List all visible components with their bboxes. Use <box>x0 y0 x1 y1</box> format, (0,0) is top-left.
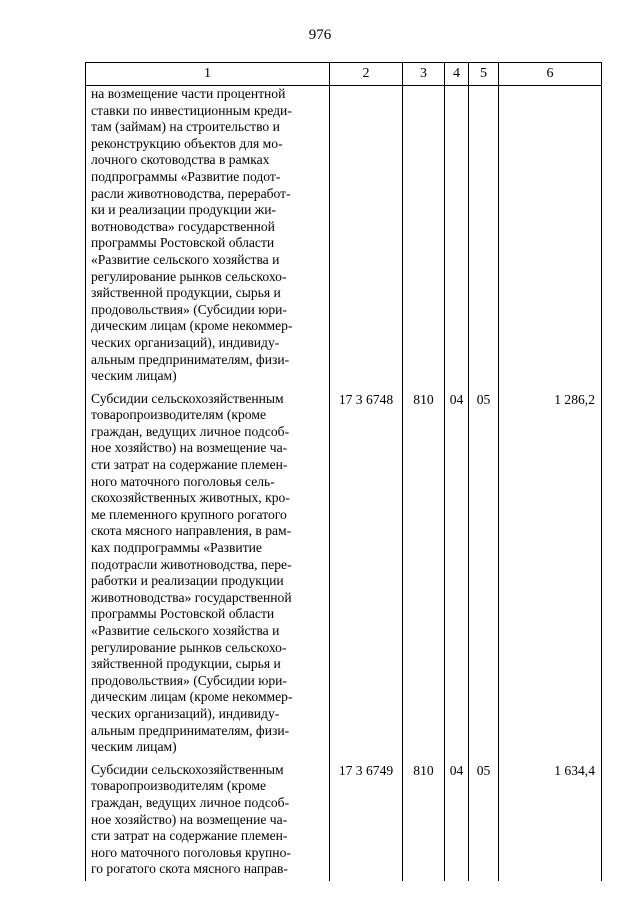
description-line: регулирование рынков сельскохо- <box>91 268 287 284</box>
description-line: сти затрат на содержание племен- <box>91 828 288 844</box>
description-line: реконструкцию объектов для мо- <box>91 135 283 151</box>
description-line: ное хозяйство) на возмещение ча- <box>91 440 288 456</box>
description-line: зяйственной продукции, сырья и <box>91 285 281 301</box>
description-line: скохозяйственных животных, кро- <box>91 490 290 506</box>
description-line: ки и реализации продукции жи- <box>91 202 276 218</box>
description-line: животноводства» государственной <box>91 589 292 605</box>
description-line: граждан, ведущих личное подсоб- <box>91 794 290 810</box>
description-line: программы Ростовской области <box>91 235 275 251</box>
description-line: ного маточного поголовья сель- <box>91 473 275 489</box>
amount-value: 1 286,2 <box>499 388 602 759</box>
description-line: дическим лицам (кроме некоммер- <box>91 318 293 334</box>
amount-value: 1 634,4 <box>499 759 602 881</box>
description-line: продовольствия» (Субсидии юри- <box>91 672 287 688</box>
table-row <box>86 388 602 759</box>
table-header-row <box>86 63 602 86</box>
description-line: Субсидии сельскохозяйственным <box>91 390 284 406</box>
description-line: вотноводства» государственной <box>91 218 275 234</box>
target-article-code <box>330 86 403 388</box>
description-line: скота мясного направления, в рам- <box>91 523 292 539</box>
description-line: ного маточного поголовья крупно- <box>91 844 291 860</box>
description-line: там (займам) на строительство и <box>91 119 280 135</box>
subsection-code: 05 <box>469 759 499 881</box>
table-row <box>86 86 602 388</box>
table-row <box>86 759 602 881</box>
description-line: товаропроизводителям (кроме <box>91 778 266 794</box>
column-header-1: 1 <box>86 63 330 86</box>
row-description <box>86 388 330 759</box>
description-line: регулирование рынков сельскохо- <box>91 639 287 655</box>
section-code <box>445 86 469 388</box>
description-line: ческим лицам) <box>91 368 177 384</box>
budget-table <box>85 62 602 881</box>
description-line: подотрасли животноводства, пере- <box>91 556 292 572</box>
description-line: расли животноводства, переработ- <box>91 185 291 201</box>
expense-type-code <box>403 86 445 388</box>
description-line: Субсидии сельскохозяйственным <box>91 761 284 777</box>
description-line: «Развитие сельского хозяйства и <box>91 623 280 638</box>
description-line: альным предпринимателям, физи- <box>91 722 290 738</box>
description-line: ме племенного крупного рогатого <box>91 506 287 522</box>
description-line: на возмещение части процентной <box>91 86 286 101</box>
description-line: го рогатого скота мясного направ- <box>91 861 288 877</box>
description-line: продовольствия» (Субсидии юри- <box>91 301 287 317</box>
target-article-code: 17 3 6748 <box>330 388 403 759</box>
expense-type-code: 810 <box>403 388 445 759</box>
target-article-code: 17 3 6749 <box>330 759 403 881</box>
description-line: дическим лицам (кроме некоммер- <box>91 689 293 705</box>
description-line: товаропроизводителям (кроме <box>91 407 266 423</box>
row-description <box>86 86 330 388</box>
subsection-code: 05 <box>469 388 499 759</box>
column-header-2: 2 <box>330 63 403 86</box>
description-line: подпрограммы «Развитие подот- <box>91 168 281 184</box>
description-line: ное хозяйство) на возмещение ча- <box>91 811 288 827</box>
column-header-6: 6 <box>499 63 602 86</box>
row-description <box>86 759 330 881</box>
section-code: 04 <box>445 759 469 881</box>
section-code: 04 <box>445 388 469 759</box>
description-line: ках подпрограммы «Развитие <box>91 540 262 556</box>
description-line: зяйственной продукции, сырья и <box>91 656 281 672</box>
description-line: работки и реализации продукции <box>91 573 284 589</box>
subsection-code <box>469 86 499 388</box>
column-header-5: 5 <box>469 63 499 86</box>
column-header-4: 4 <box>445 63 469 86</box>
description-line: альным предпринимателям, физи- <box>91 351 290 367</box>
description-line: граждан, ведущих личное подсоб- <box>91 423 290 439</box>
description-line: ческих организаций), индивиду- <box>91 334 280 350</box>
description-line: «Развитие сельского хозяйства и <box>91 251 280 267</box>
column-header-3: 3 <box>403 63 445 86</box>
page-number: 976 <box>308 27 332 43</box>
description-line: лочного скотоводства в рамках <box>91 152 270 168</box>
description-line: программы Ростовской области <box>91 606 275 622</box>
description-line: ставки по инвестиционным креди- <box>91 102 292 118</box>
description-line: сти затрат на содержание племен- <box>91 457 288 473</box>
amount-value <box>499 86 602 388</box>
description-line: ческих организаций), индивиду- <box>91 705 280 721</box>
expense-type-code: 810 <box>403 759 445 881</box>
description-line: ческим лицам) <box>91 739 177 755</box>
